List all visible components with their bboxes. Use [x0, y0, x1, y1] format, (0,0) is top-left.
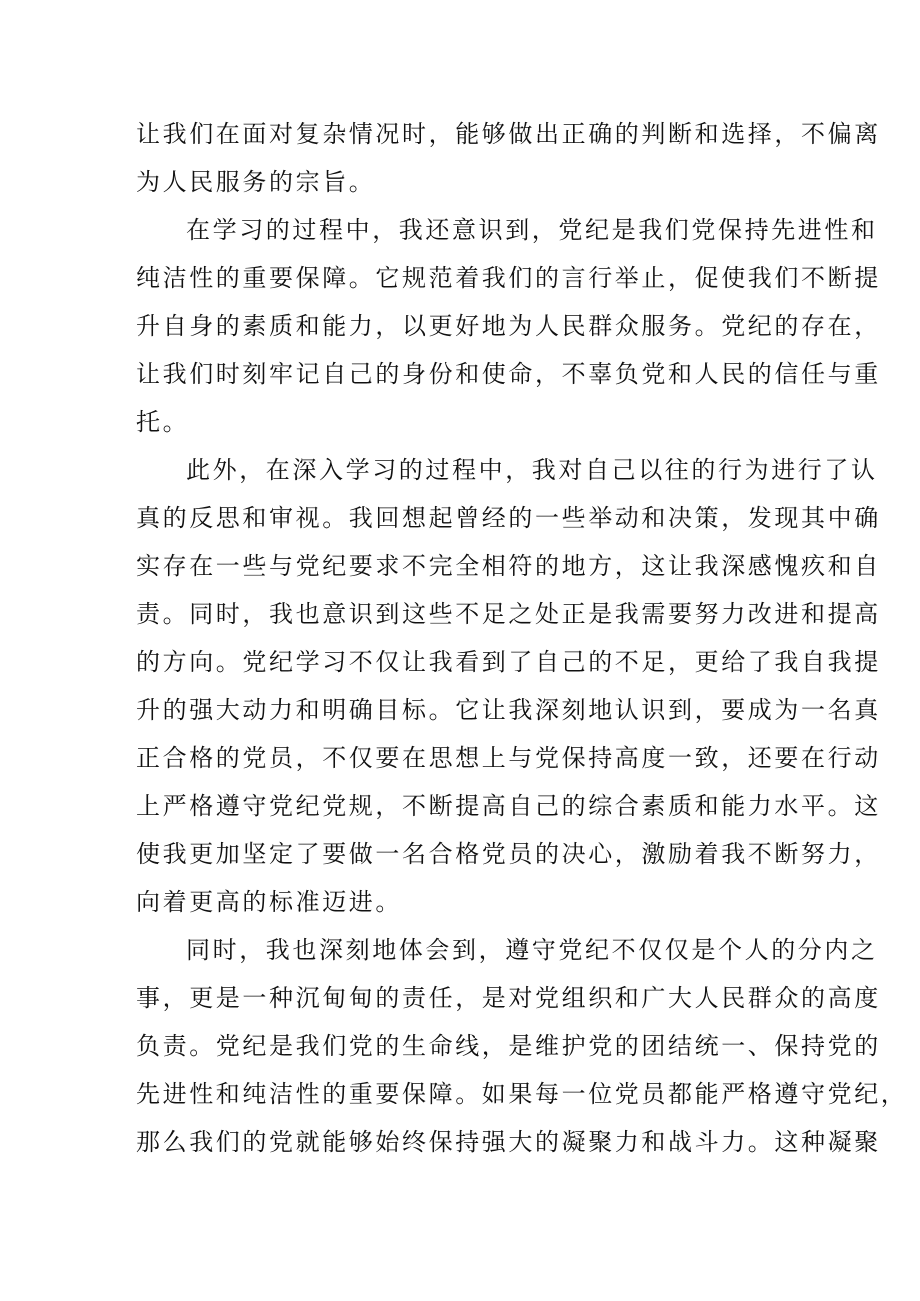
text-line: 同时，我也深刻地体会到，遵守党纪不仅仅是个人的分内之 — [186, 936, 878, 964]
text-line: 让我们时刻牢记自己的身份和使命，不辜负党和人民的信任与重 — [136, 360, 881, 388]
paragraph-3 — [136, 446, 881, 926]
text-line: 那么我们的党就能够始终保持强大的凝聚力和战斗力。这种凝聚 — [136, 1128, 881, 1156]
text-line: 负责。党纪是我们党的生命线，是维护党的团结统一、保持党的 — [136, 1032, 881, 1060]
text-line: 上严格遵守党纪党规，不断提高自己的综合素质和能力水平。这 — [136, 792, 881, 820]
text-line: 真的反思和审视。我回想起曾经的一些举动和决策，发现其中确 — [136, 504, 881, 532]
paragraph-1 — [136, 110, 881, 206]
text-line: 此外，在深入学习的过程中，我对自己以往的行为进行了认 — [186, 456, 878, 484]
body-text — [136, 110, 908, 1166]
text-line: 的方向。党纪学习不仅让我看到了自己的不足，更给了我自我提 — [136, 648, 881, 676]
text-line: 事，更是一种沉甸甸的责任，是对党组织和广大人民群众的高度 — [136, 984, 881, 1012]
text-line: 先进性和纯洁性的重要保障。如果每一位党员都能严格遵守党纪， — [136, 1080, 908, 1108]
text-line: 纯洁性的重要保障。它规范着我们的言行举止，促使我们不断提 — [136, 264, 881, 292]
paragraph-4 — [136, 926, 908, 1166]
text-line: 责。同时，我也意识到这些不足之处正是我需要努力改进和提高 — [136, 600, 881, 628]
text-line: 向着更高的标准迈进。 — [136, 888, 402, 916]
paragraph-2 — [136, 206, 881, 446]
text-line: 正合格的党员，不仅要在思想上与党保持高度一致，还要在行动 — [136, 744, 881, 772]
text-line: 实存在一些与党纪要求不完全相符的地方，这让我深感愧疚和自 — [136, 552, 881, 580]
text-line: 升的强大动力和明确目标。它让我深刻地认识到，要成为一名真 — [136, 696, 881, 724]
text-line: 在学习的过程中，我还意识到，党纪是我们党保持先进性和 — [186, 216, 878, 244]
text-line: 为人民服务的宗旨。 — [136, 168, 376, 196]
text-line: 让我们在面对复杂情况时，能够做出正确的判断和选择，不偏离 — [136, 120, 881, 148]
text-line: 托。 — [136, 408, 190, 436]
text-line: 升自身的素质和能力，以更好地为人民群众服务。党纪的存在， — [136, 312, 881, 340]
text-line: 使我更加坚定了要做一名合格党员的决心，激励着我不断努力， — [136, 840, 881, 868]
